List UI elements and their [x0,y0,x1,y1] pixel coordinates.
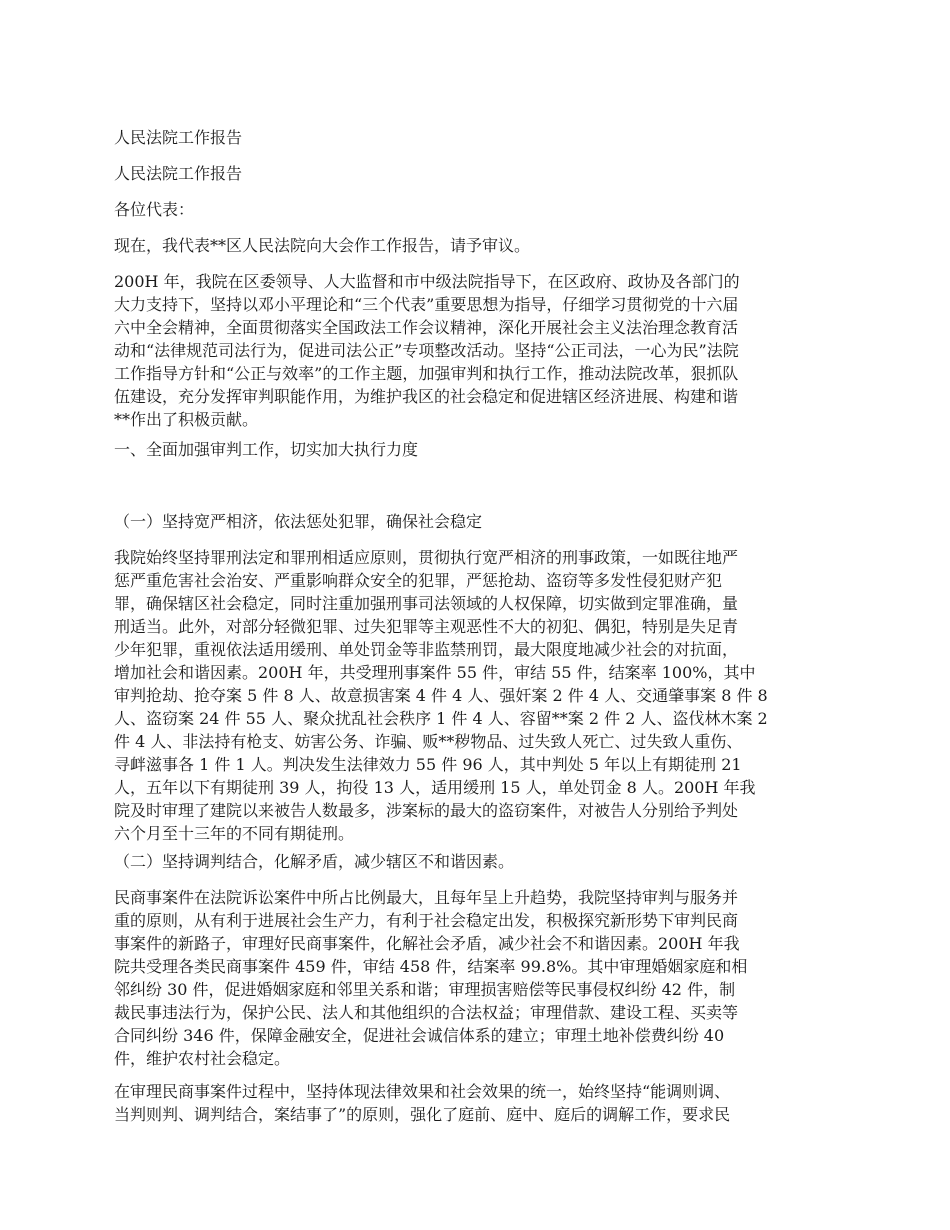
subsection-heading: （二）坚持调判结合，化解矛盾，减少辖区不和谐因素。 [114,852,515,871]
paragraph-line: 民商事案件在法院诉讼案件中所占比例最大，且每年呈上升趋势，我院坚持审判与服务并 [114,888,739,907]
paragraph-line: 工作指导方针和“公正与效率”的工作主题，加强审判和执行工作，推动法院改革，狠抓队 [114,364,739,383]
paragraph-line: 少年犯罪，重视依法适用缓刑、单处罚金等非监禁刑罚，最大限度地减少社会的对抗面， [114,640,739,659]
intro-paragraph: 现在，我代表**区人民法院向大会作工作报告，请予审议。 [114,236,531,255]
document-subtitle: 人民法院工作报告 [114,164,243,183]
paragraph-line: 刑适当。此外，对部分轻微犯罪、过失犯罪等主观恶性不大的初犯、偶犯，特别是失足青 [114,617,739,636]
paragraph-line: 人，五年以下有期徒刑 39 人，拘役 13 人，适用缓刑 15 人，单处罚金 8 人。200H 年我 [114,778,756,797]
paragraph-line: 人、盗窃案 24 件 55 人、聚众扰乱社会秩序 1 件 4 人、容留**案 2 件 2 人、盗伐林木案 2 [114,709,768,728]
paragraph-line: 院及时审理了建院以来被告人数最多，涉案标的最大的盗窃案件，对被告人分别给予判处 [114,801,739,820]
paragraph-line: 寻衅滋事各 1 件 1 人。判决发生法律效力 55 件 96 人，其中判处 5 年以上有期徒刑 21 [114,755,742,774]
document-title: 人民法院工作报告 [114,128,243,147]
paragraph-line: 重的原则，从有利于进展社会生产力，有利于社会稳定出发，积极探究新形势下审判民商 [114,911,739,930]
paragraph-line: **作出了积极贡献。 [114,410,259,429]
subsection-heading: （一）坚持宽严相济，依法惩处犯罪，确保社会稳定 [114,512,483,531]
paragraph-line: 件，维护农村社会稳定。 [114,1049,291,1068]
salutation: 各位代表： [114,200,195,219]
paragraph-line: 六中全会精神，全面贯彻落实全国政法工作会议精神，深化开展社会主义法治理念教育活 [114,318,739,337]
paragraph-line: 增加社会和谐因素。200H 年，共受理刑事案件 55 件，审结 55 件，结案率 100%，其中 [114,663,756,682]
paragraph-line: 审判抢劫、抢夺案 5 件 8 人、故意损害案 4 件 4 人、强奸案 2 件 4 人、交通肇事案 8 件 8 [114,686,768,705]
paragraph-line: 合同纠纷 346 件，保障金融安全，促进社会诚信体系的建立；审理土地补偿费纠纷 40 [114,1026,725,1045]
section-heading: 一、全面加强审判工作，切实加大执行力度 [114,440,419,459]
paragraph-line: 邻纠纷 30 件，促进婚姻家庭和邻里关系和谐；审理损害赔偿等民事侵权纠纷 42 件，制 [114,980,736,999]
paragraph-line: 院共受理各类民商事案件 459 件，审结 458 件，结案率 99.8%。其中审理婚姻家庭和相 [114,957,748,976]
paragraph-line: 伍建设，充分发挥审判职能作用，为维护我区的社会稳定和促进辖区经济进展、构建和谐 [114,387,739,406]
paragraph-line: 裁民事违法行为，保护公民、法人和其他组织的合法权益；审理借款、建设工程、买卖等 [114,1003,739,1022]
paragraph-line: 事案件的新路子，审理好民商事案件，化解社会矛盾，减少社会不和谐因素。200H 年我 [114,934,740,953]
paragraph-line: 大力支持下，坚持以邓小平理论和“三个代表”重要思想为指导，仔细学习贯彻党的十六届 [114,295,739,314]
paragraph-line: 在审理民商事案件过程中，坚持体现法律效果和社会效果的统一，始终坚持“能调则调、 [114,1082,731,1101]
paragraph-line: 我院始终坚持罪刑法定和罪刑相适应原则，贯彻执行宽严相济的刑事政策，一如既往地严 [114,548,739,567]
paragraph-line: 惩严重危害社会治安、严重影响群众安全的犯罪，严惩抢劫、盗窃等多发性侵犯财产犯 [114,571,723,590]
paragraph-line: 六个月至十三年的不同有期徒刑。 [114,824,355,843]
paragraph-line: 200H 年，我院在区委领导、人大监督和市中级法院指导下，在区政府、政协及各部门的 [114,272,740,291]
paragraph-line: 动和“法律规范司法行为，促进司法公正”专项整改活动。坚持“公正司法，一心为民”法院 [114,341,739,360]
paragraph-line: 当判则判、调判结合，案结事了”的原则，强化了庭前、庭中、庭后的调解工作，要求民 [114,1105,731,1124]
paragraph-line: 罪，确保辖区社会稳定，同时注重加强刑事司法领域的人权保障，切实做到定罪准确，量 [114,594,739,613]
paragraph-line: 件 4 人、非法持有枪支、妨害公务、诈骗、贩**秽物品、过失致人死亡、过失致人重伤、 [114,732,743,751]
